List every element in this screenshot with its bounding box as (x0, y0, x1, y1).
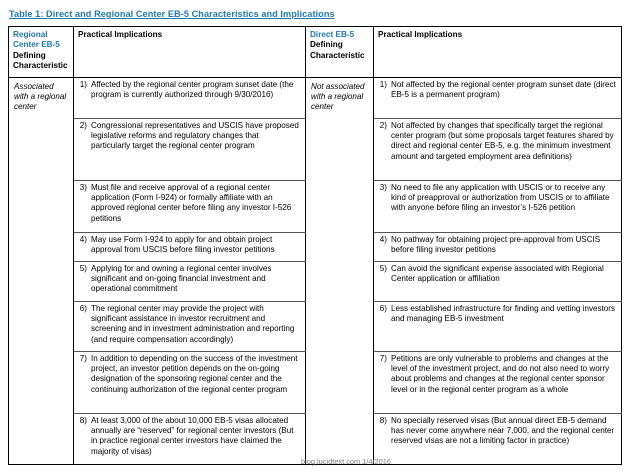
right-implication-6-text: Less established infrastructure for finding and vetting investors and managing EB-5 investment (391, 303, 616, 323)
right-implication-3-number: 3) (379, 182, 387, 192)
left-implication-3 (74, 180, 306, 232)
right-implication-6 (374, 301, 622, 351)
left-implication-6-text: The regional center may provide the project with significant assistance in investor recruitment and screening and in investment administration and reporting (and require compensation accordingly) (91, 303, 295, 344)
right-implication-3-text: No need to file any application with USCIS or to receive any kind of preapproval or authorization from USCIS or to affiliate with anyone before filing an investor’s I-526 petition (391, 182, 610, 213)
left-implication-5 (74, 261, 306, 301)
left-implication-2 (74, 118, 306, 180)
left-implication-1-text: Affected by the regional center program sunset date (the program is currently authorized through 9/30/2016) (91, 79, 294, 99)
left-implication-1 (74, 77, 306, 118)
left-implication-4-number: 4) (79, 234, 87, 244)
right-implication-2 (374, 118, 622, 180)
left-implication-8-text: At least 3,000 of the about 10,000 EB-5 visas allocated annually are “reserved” for regional center investors (But in practice regional center investors have claimed the majority of visas) (91, 415, 294, 456)
left-implication-3-text: Must file and receive approval of a regional center application (Form I-924) or formally affiliate with an approved regional center before filing any investor I-526 petitions (91, 182, 292, 223)
right-implication-5-number: 5) (379, 263, 387, 273)
table-header-row (9, 27, 622, 78)
header-defining-characteristic-right-label: Defining Characteristic (310, 40, 365, 60)
right-implication-6-number: 6) (379, 303, 387, 313)
right-characteristic-text: Not associated with a regional center (311, 81, 365, 112)
left-implication-2-number: 2) (79, 120, 87, 130)
right-implication-8-text: No specially reserved visas (But annual direct EB-5 demand has never come anywhere near 7,000, and the regional center reserved visas are not a limiting factor in practice) (391, 415, 615, 446)
table-row (9, 77, 622, 118)
left-implication-5-text: Applying for and owning a regional center involves significant and on-going financial investment and operational commitment (91, 263, 272, 294)
header-direct-eb5-label: Direct EB-5 (310, 30, 355, 39)
left-implication-7-number: 7) (79, 353, 87, 363)
right-implication-4-text: No pathway for obtaining project pre-approval from USCIS before filing investor petitions (391, 234, 601, 254)
eb5-comparison-table (8, 26, 622, 465)
left-implication-7 (74, 351, 306, 413)
left-implication-2-text: Congressional representatives and USCIS have proposed legislative reforms and regulatory changes that particularly target the regional center program (91, 120, 299, 151)
right-implication-5-text: Can avoid the significant expense associated with Regional Center application or affiliation (391, 263, 604, 283)
right-implication-8-number: 8) (379, 415, 387, 425)
header-regional-center-characteristic (9, 27, 74, 78)
left-characteristic-text: Associated with a regional center (14, 81, 67, 112)
right-implication-1 (374, 77, 622, 118)
page-title: Table 1: Direct and Regional Center EB-5 Characteristics and Implications (9, 9, 335, 19)
right-defining-characteristic-cell (306, 77, 374, 464)
left-defining-characteristic-cell (9, 77, 74, 464)
left-implication-4-text: May use Form I-924 to apply for and obtain project approval from USCIS before filing investor petitions (91, 234, 275, 254)
right-implication-7-number: 7) (379, 353, 387, 363)
right-implication-7 (374, 351, 622, 413)
right-implication-2-number: 2) (379, 120, 387, 130)
right-implication-5 (374, 261, 622, 301)
right-implication-7-text: Petitions are only vulnerable to problems and changes at the level of the investment project, and do not also need to worry about problems and changes at the regional center sponsor level or in the regional center program as a whole (391, 353, 610, 394)
header-practical-implications-left (74, 27, 306, 78)
left-implication-8-number: 8) (79, 415, 87, 425)
left-implication-6 (74, 301, 306, 351)
left-implication-6-number: 6) (79, 303, 87, 313)
right-implication-1-number: 1) (379, 79, 387, 89)
left-implication-5-number: 5) (79, 263, 87, 273)
header-regional-center-eb5-label: Regional Center EB-5 (13, 30, 60, 50)
page-footer (0, 457, 620, 466)
right-implication-1-text: Not affected by the regional center program sunset date (direct EB-5 is a permanent program) (391, 79, 616, 99)
right-implication-4-number: 4) (379, 234, 387, 244)
right-implication-3 (374, 180, 622, 232)
left-implication-3-number: 3) (79, 182, 87, 192)
header-practical-implications-right-label: Practical Implications (378, 30, 463, 39)
right-implication-4 (374, 232, 622, 261)
left-implication-4 (74, 232, 306, 261)
left-implication-7-text: In addition to depending on the success of the investment project, an investor petition depends on the on-going designation of the sponsoring regional center and the continuing authorization of the regional center program (91, 353, 298, 394)
header-direct-eb5-characteristic (306, 27, 374, 78)
right-implication-2-text: Not affected by changes that specifically target the regional center program (but some proposals target features shared by direct and regional center EB-5, e.g. the minimum investment amount and targeted employment area definitions) (391, 120, 614, 161)
header-practical-implications-left-label: Practical Implications (78, 30, 163, 39)
footer-text: blog.lucidtext.com 1/4/2016 (301, 457, 391, 466)
header-practical-implications-right (374, 27, 622, 78)
header-defining-characteristic-label: Defining Characteristic (13, 50, 68, 71)
left-implication-1-number: 1) (79, 79, 87, 89)
